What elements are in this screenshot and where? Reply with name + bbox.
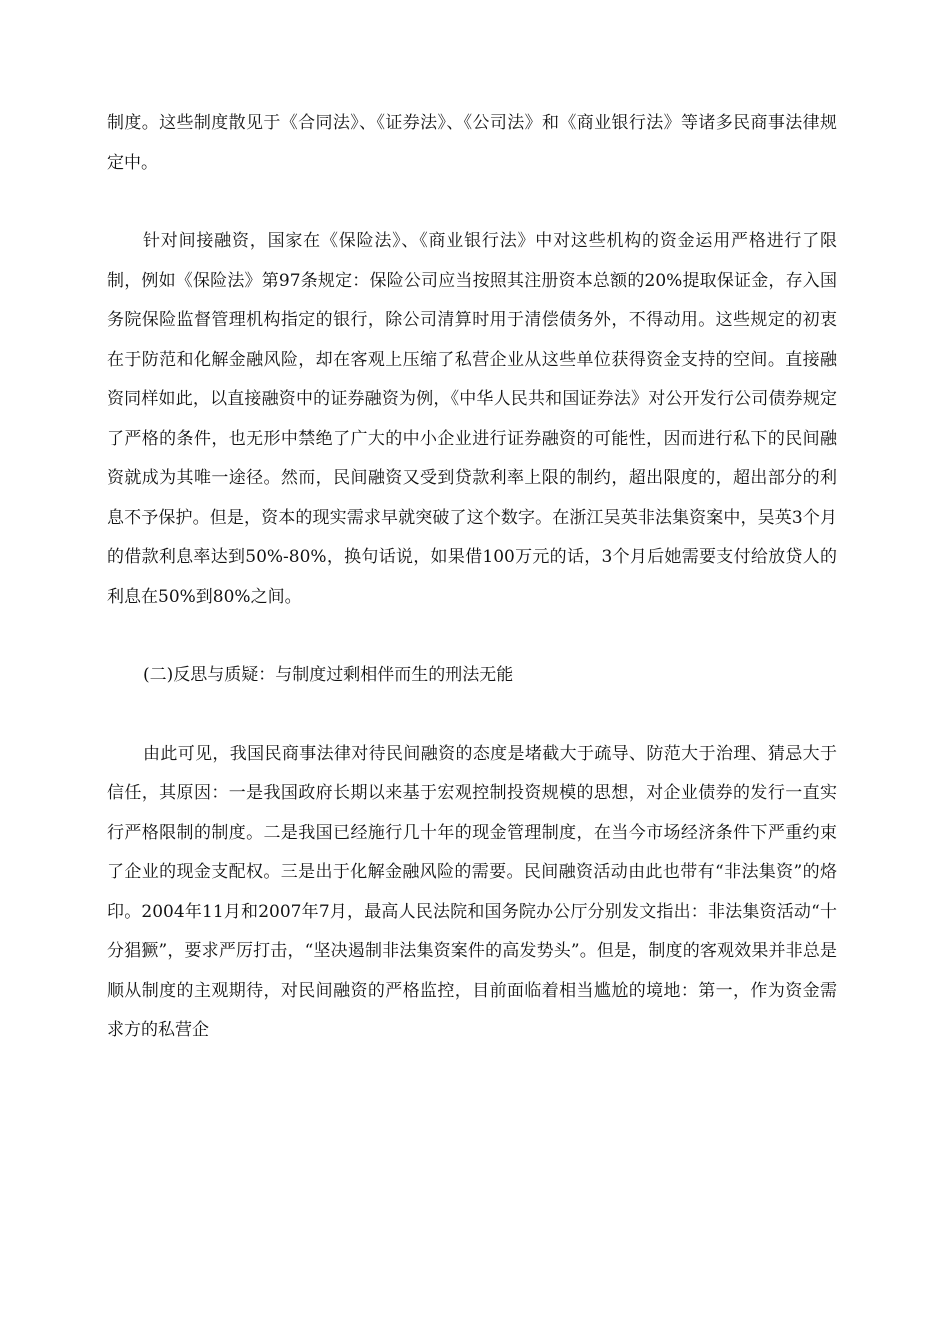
paragraph-3: 由此可见，我国民商事法律对待民间融资的态度是堵截大于疏导、防范大于治理、猜忌大于信任，其原因：一是我国政府长期以来基于宏观控制投资规模的思想，对企业债券的发行一直实行严格限制的制度。二是我国已经施行几十年的现金管理制度，在当今市场经济条件下严重约束了企业的现金支配权。三是出于化解金融风险的需要。民间融资活动由此也带有“非法集资”的烙印。2004年11月和2007年7月，最高人民法院和国务院办公厅分别发文指出：非法集资活动“十分猖獗”，要求严厉打击，“坚决遏制非法集资案件的高发势头”。但是，制度的客观效果并非总是顺从制度的主观期待，对民间融资的严格监控，目前面临着相当尴尬的境地：第一，作为资金需求方的私营企 bbox=[107, 743, 837, 1040]
paragraph-gap bbox=[107, 617, 837, 656]
paragraph-1: 制度。这些制度散见于《合同法》、《证券法》、《公司法》和《商业银行法》等诸多民商事法律规定中。 bbox=[107, 113, 837, 173]
section-heading: (二)反思与质疑：与制度过剩相伴而生的刑法无能 bbox=[143, 665, 514, 685]
paragraph-2: 针对间接融资，国家在《保险法》、《商业银行法》中对这些机构的资金运用严格进行了限制，例如《保险法》第97条规定：保险公司应当按照其注册资本总额的20%提取保证金，存入国务院保险监督管理机构指定的银行，除公司清算时用于清偿债务外，不得动用。这些规定的初衷在于防范和化解金融风险，却在客观上压缩了私营企业从这些单位获得资金支持的空间。直接融资同样如此，以直接融资中的证券融资为例，《中华人民共和国证券法》对公开发行公司债券规定了严格的条件，也无形中禁绝了广大的中小企业进行证券融资的可能性，因而进行私下的民间融资就成为其唯一途径。然而，民间融资又受到贷款利率上限的制约，超出限度的，超出部分的利息不予保护。但是，资本的现实需求早就突破了这个数字。在浙江吴英非法集资案中，吴英3个月的借款利息率达到50%-80%，换句话说，如果借100万元的话，3个月后她需要支付给放贷人的利息在50%到80%之间。 bbox=[107, 231, 837, 607]
document-body bbox=[107, 104, 837, 1051]
paragraph-gap bbox=[107, 183, 837, 222]
paragraph-gap bbox=[107, 696, 837, 735]
